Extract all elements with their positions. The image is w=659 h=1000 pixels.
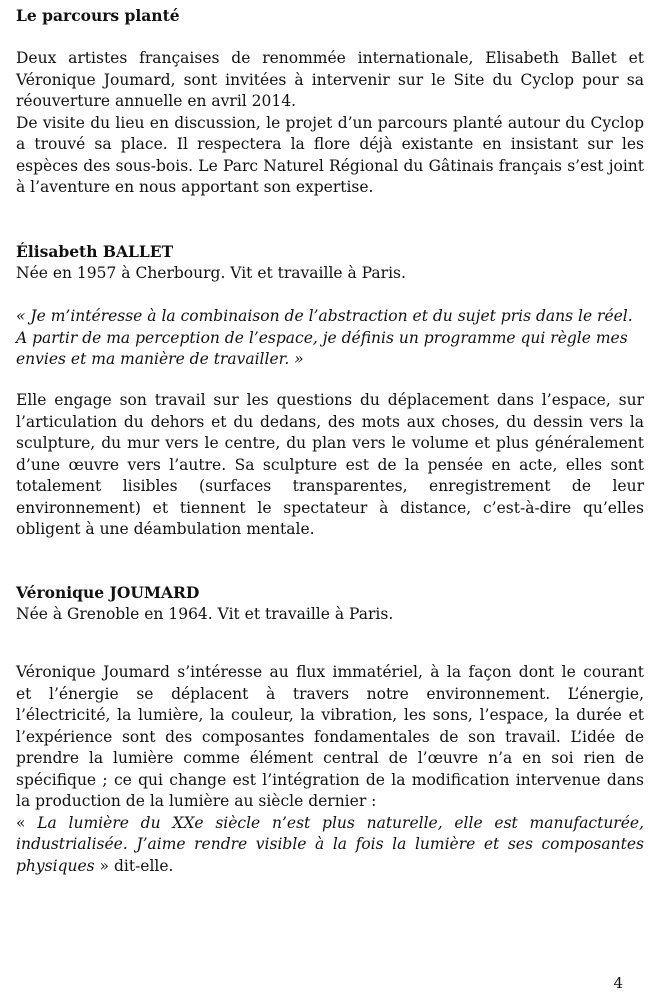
intro-line: à l’aventure en nous apportant son expertise.: [16, 178, 374, 196]
artist-name-ballet: Élisabeth BALLET: [16, 242, 174, 261]
text-line: la production de la lumière au siècle dernier :: [16, 792, 377, 810]
text-line: Véronique Joumard s’intéresse au flux immatériel, à la façon dont le courant: [16, 663, 644, 681]
text-line: l’expérience sont des composantes fondamentales de son travail. L’idée de: [16, 727, 644, 746]
intro-line: De visite du lieu en discussion, le projet d’un parcours planté autour du Cyclop: [16, 113, 644, 132]
intro-line: réouverture annuelle en avril 2014.: [16, 92, 297, 110]
intro-line: Deux artistes françaises de renommée internationale, Elisabeth Ballet et: [16, 49, 644, 67]
quote-line: A partir de ma perception de l’espace, je définis un programme qui règle mes: [16, 328, 628, 347]
quote-line: physiques » dit-elle.: [16, 856, 174, 875]
text-line: prendre la lumière comme élément central de l’œuvre n’a en soi rien de: [16, 749, 644, 767]
artist-bio-ballet: Née en 1957 à Cherbourg. Vit et travaille à Paris.: [16, 264, 406, 282]
intro-paragraph: [16, 48, 644, 199]
text-line: obligent à une déambulation mentale.: [16, 520, 315, 538]
text-line: l’articulation du dehors et du dedans, des mots aux choses, du dessin vers la: [16, 412, 644, 431]
quote-line: envies et ma manière de travailler. »: [16, 350, 304, 368]
text-line: totalement lisibles (surfaces transparentes, enregistrement de leur: [16, 477, 644, 495]
text-line: sculpture, du mur vers le centre, du plan vers le volume et plus généralement: [16, 434, 644, 452]
joumard-paragraph: [16, 662, 644, 877]
intro-line: a trouvé sa place. Il respectera la flore déjà existante en insistant sur les: [16, 135, 644, 153]
page-number: 4: [613, 974, 623, 992]
text-line: et l’énergie se déplacent à travers notre environnement. L’énergie,: [16, 684, 644, 703]
text-line: d’une œuvre vers l’autre. Sa sculpture est de la pensée en acte, elles sont: [16, 455, 644, 474]
artist-bio-joumard: Née à Grenoble en 1964. Vit et travaille à Paris.: [16, 605, 394, 623]
artist-name-joumard: Véronique JOUMARD: [16, 583, 200, 602]
text-line: l’électricité, la lumière, la couleur, la vibration, les sons, l’espace, la durée et: [16, 706, 644, 724]
intro-line: espèces des sous-bois. Le Parc Naturel Régional du Gâtinais français s’est joint: [16, 156, 644, 175]
ballet-paragraph: [16, 390, 644, 541]
text-line: spécifique ; ce qui change est l’intégration de la modification intervenue dans: [16, 770, 644, 789]
intro-line: Véronique Joumard, sont invitées à intervenir sur le Site du Cyclop pour sa: [16, 70, 644, 89]
text-line: Elle engage son travail sur les questions du déplacement dans l’espace, sur: [16, 391, 644, 409]
quote-line: industrialisée. J’aime rendre visible à la fois la lumière et ses composantes: [16, 835, 644, 853]
quote-line: « Je m’intéresse à la combinaison de l’abstraction et du sujet pris dans le réel.: [16, 307, 633, 325]
ballet-quote: [16, 306, 644, 371]
section-title: Le parcours planté: [16, 6, 180, 25]
text-line: environnement) et tiennent le spectateur à distance, c’est-à-dire qu’elles: [16, 498, 644, 517]
quote-line: « La lumière du XXe siècle n’est plus naturelle, elle est manufacturée,: [16, 813, 644, 832]
